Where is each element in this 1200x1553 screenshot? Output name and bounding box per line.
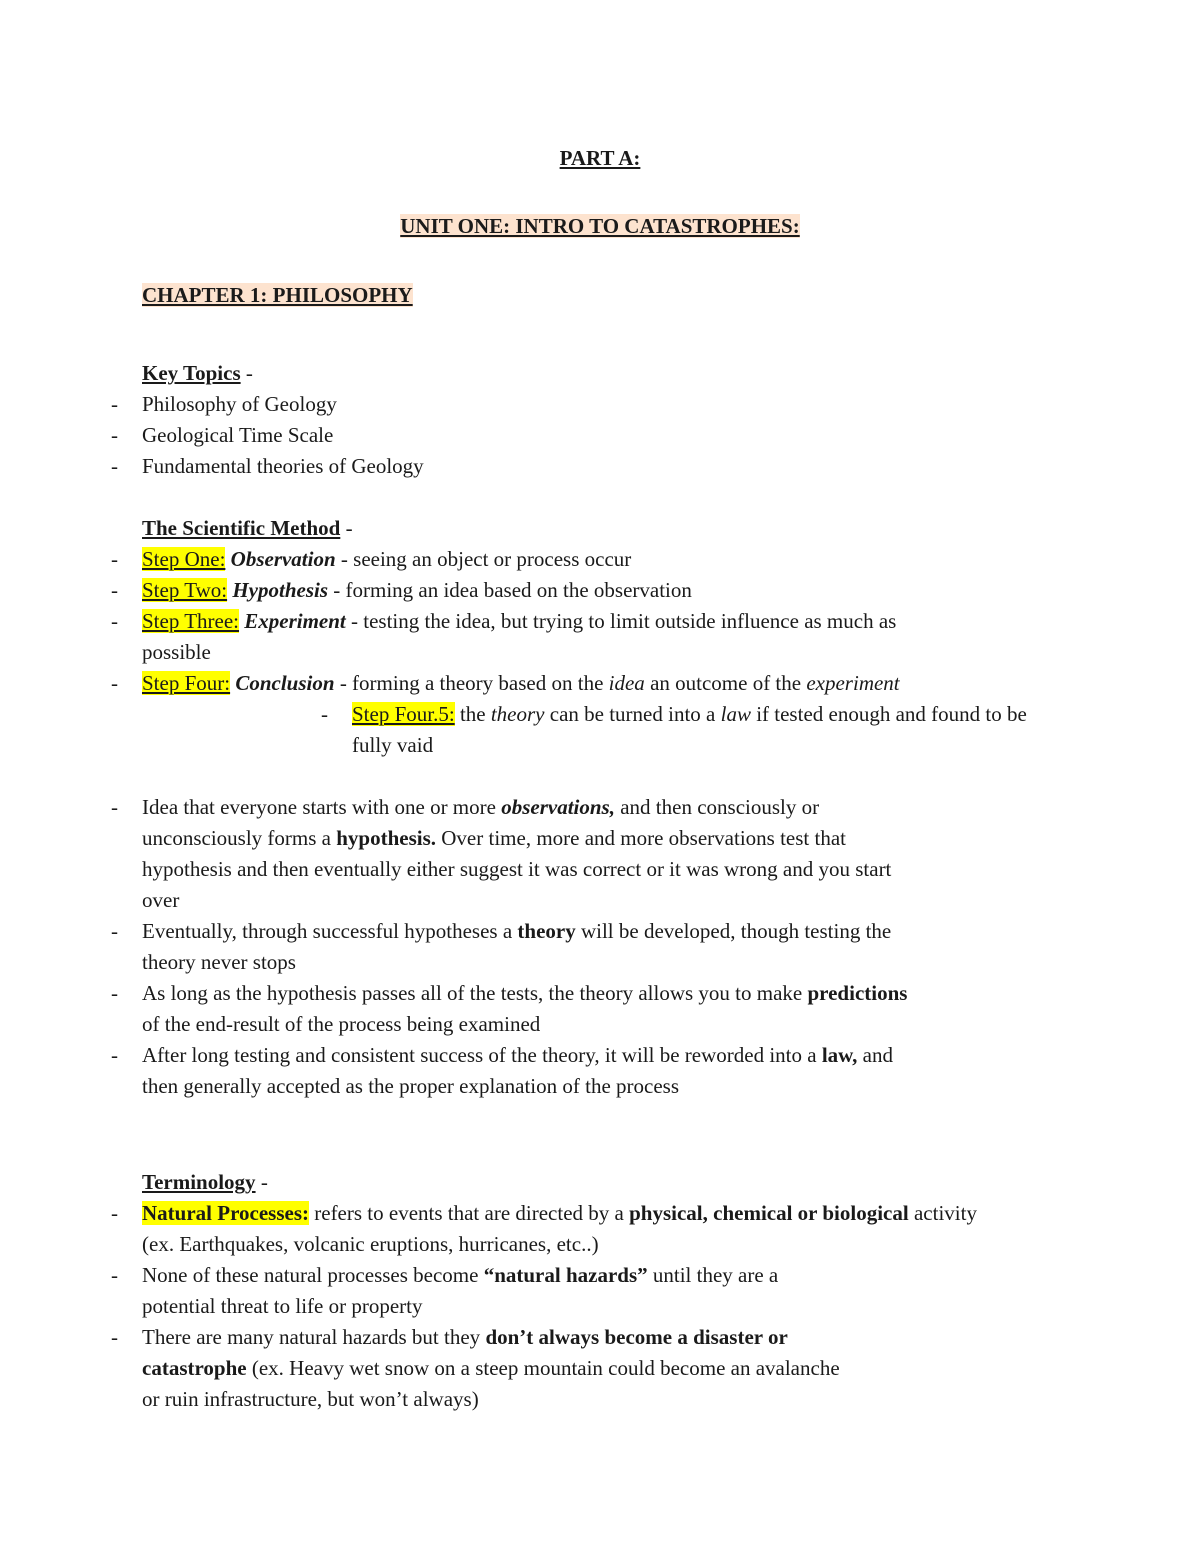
term-sub-item: - None of these natural processes become “natural hazards” until they are a potential threat to life or property [111,1263,779,1318]
term-item: - Natural Processes: refers to events that are directed by a physical, chemical or biological activity (ex. Earthquakes, volcanic eruptions, hurricanes, etc..) [111,1201,977,1256]
terminology-sub-list [111,1260,852,1415]
note-item: - Idea that everyone starts with one or more observations, and then consciously or unconsciously forms a hypothesis. Over time, more and more observations test that hypothesis and then eventually either suggest it was correct or it was wrong and you start over [111,795,892,912]
step-item: - Step Three: Experiment - testing the idea, but trying to limit outside influence as much as possible [111,609,897,664]
unit-title: UNIT ONE: INTRO TO CATASTROPHES: [400,214,800,238]
key-topics-heading: Key Topics - [142,361,253,385]
steps-list [111,544,922,699]
chapter-title: CHAPTER 1: PHILOSOPHY [142,283,413,307]
step-item: - Step Two: Hypothesis - forming an idea based on the observation [111,578,692,602]
term-sub-item: - There are many natural hazards but they don’t always become a disaster or catastrophe (ex. Heavy wet snow on a steep mountain could become an avalanche or ruin infrastructure, but won’t always) [111,1325,840,1411]
key-topics-list [111,389,1082,482]
list-item: - Fundamental theories of Geology [111,454,424,478]
list-item: - Philosophy of Geology [111,392,337,416]
part-title: PART A: [559,146,641,170]
terminology-list [111,1198,982,1260]
list-item: - Geological Time Scale [111,423,334,447]
scientific-method-section [111,513,1082,1102]
notes-list [111,792,912,1102]
sub-steps-list [321,699,1062,761]
terminology-heading: Terminology - [142,1170,268,1194]
step-item: - Step One: Observation - seeing an object or process occur [111,547,632,571]
step-item: - Step Four.5: the theory can be turned into a law if tested enough and found to be fully vaid [321,702,1027,757]
terminology-section [111,1167,1082,1415]
note-item: - Eventually, through successful hypotheses a theory will be developed, though testing the theory never stops [111,919,892,974]
scientific-method-heading: The Scientific Method - [142,516,353,540]
step-item: - Step Four: Conclusion - forming a theory based on the idea an outcome of the experiment [111,671,900,695]
note-item: - After long testing and consistent success of the theory, it will be reworded into a law, and then generally accepted as the proper explanation of the process [111,1043,893,1098]
note-item: - As long as the hypothesis passes all of the tests, the theory allows you to make predictions of the end-result of the process being examined [111,981,908,1036]
key-topics-section [111,358,1082,482]
